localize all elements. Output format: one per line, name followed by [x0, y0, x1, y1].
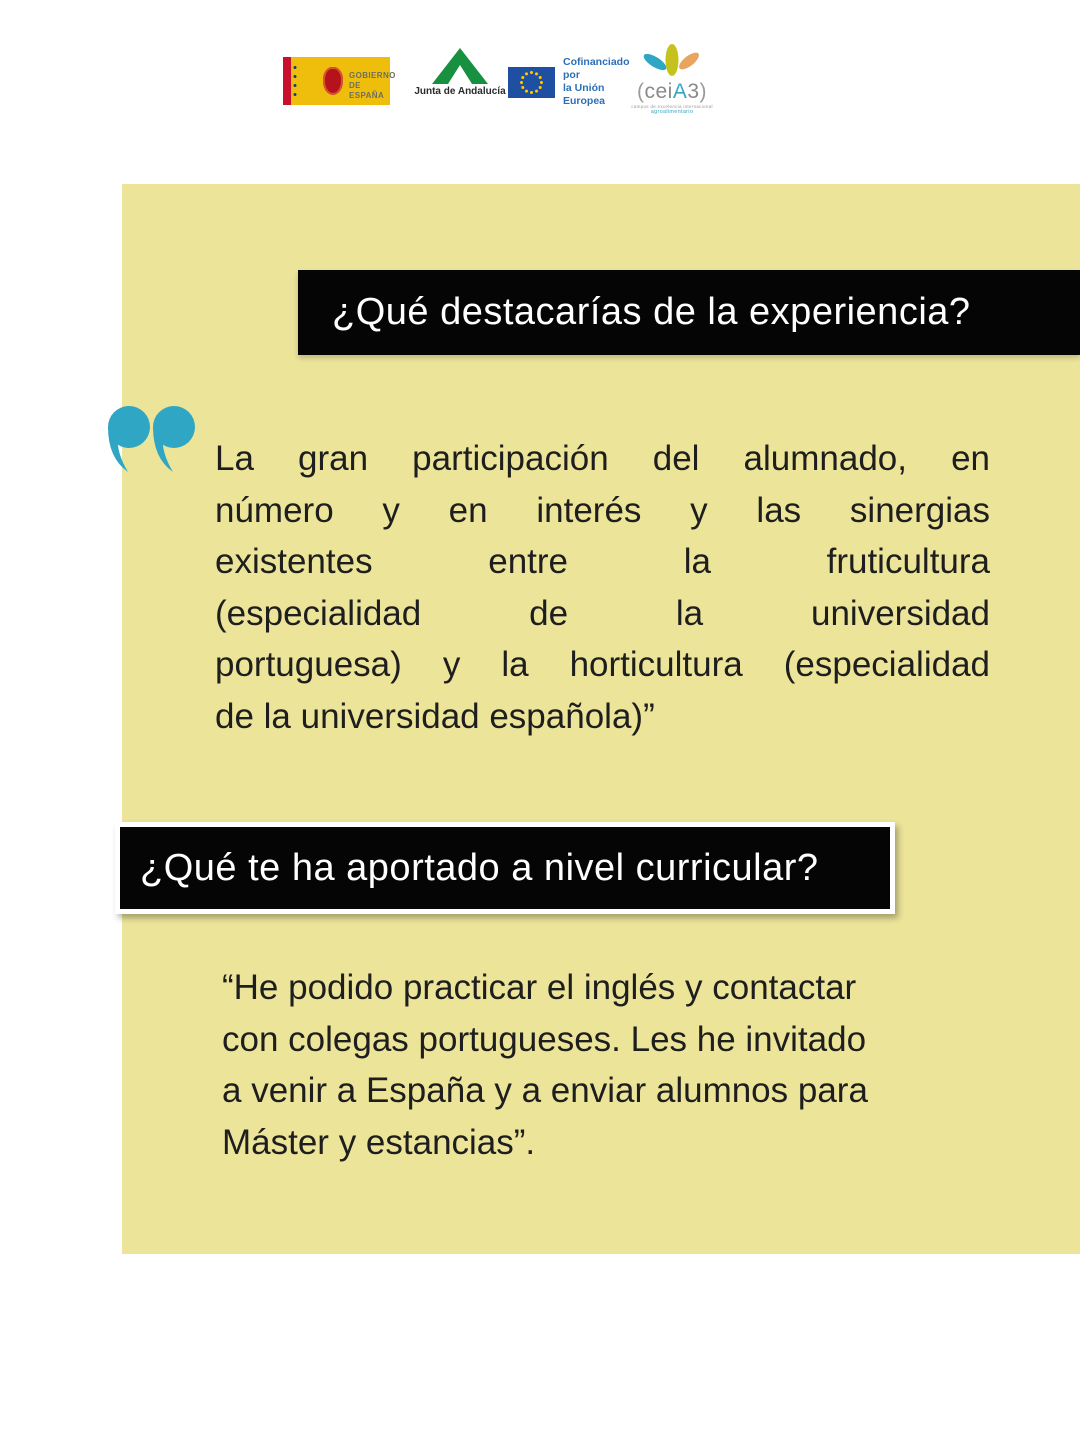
question-banner-experiencia [298, 270, 1080, 355]
quote2-line: Máster y estancias”. [222, 1122, 536, 1162]
logo-strip [0, 0, 1080, 150]
quote2-line: con colegas portugueses. Les he invitado [222, 1019, 867, 1059]
quote1-line: número y en interés y las sinergias [215, 490, 990, 530]
ceia3-tagline-agro: agroalimentario [650, 109, 694, 115]
quote2-line: a venir a España y a enviar alumnos para [222, 1071, 868, 1110]
gobierno-espana-label: GOBIERNO DE ESPAÑA [349, 71, 396, 100]
ceia3-wordmark: (ceiA3) [636, 80, 708, 103]
quote-paragraph-experiencia [215, 433, 990, 742]
eu-cofunded-label: Cofinanciado por la Unión Europea [563, 56, 630, 107]
ceia3-leaves-icon [640, 38, 704, 76]
gobierno-espana-logo [283, 57, 396, 105]
question-1-text: ¿Qué destacarías de la experiencia? [332, 291, 971, 333]
quote1-line: La gran participación del alumnado, en [215, 439, 990, 478]
quote1-line: (especialidad de la universidad [215, 593, 990, 633]
eu-flag-icon [508, 67, 555, 98]
question-banner-curricular-inner [120, 827, 890, 909]
eu-cofunded-logo [508, 56, 638, 107]
quote1-line: de la universidad española)” [215, 696, 655, 736]
quote-paragraph-curricular [222, 962, 994, 1168]
quote-icon [107, 406, 197, 472]
junta-andalucia-label: Junta de Andalucía [414, 86, 506, 97]
question-2-text: ¿Qué te ha aportado a nivel curricular? [140, 846, 819, 889]
ceia3-logo [624, 38, 720, 114]
spain-flag-detail [293, 63, 297, 99]
spain-flag-stripe [283, 57, 291, 105]
junta-a-icon [432, 48, 488, 84]
quote1-line: existentes entre la fruticultura [215, 542, 990, 581]
spain-coat-of-arms-icon [323, 67, 343, 95]
quote1-line: portuguesa) y la horticultura (especialidad [215, 645, 990, 684]
quote2-line: “He podido practicar el inglés y contactar [222, 968, 857, 1007]
ceia3-tagline: campus de excelencia internacional [631, 104, 713, 109]
junta-andalucia-logo [402, 48, 518, 100]
question-banner-curricular [115, 822, 895, 914]
